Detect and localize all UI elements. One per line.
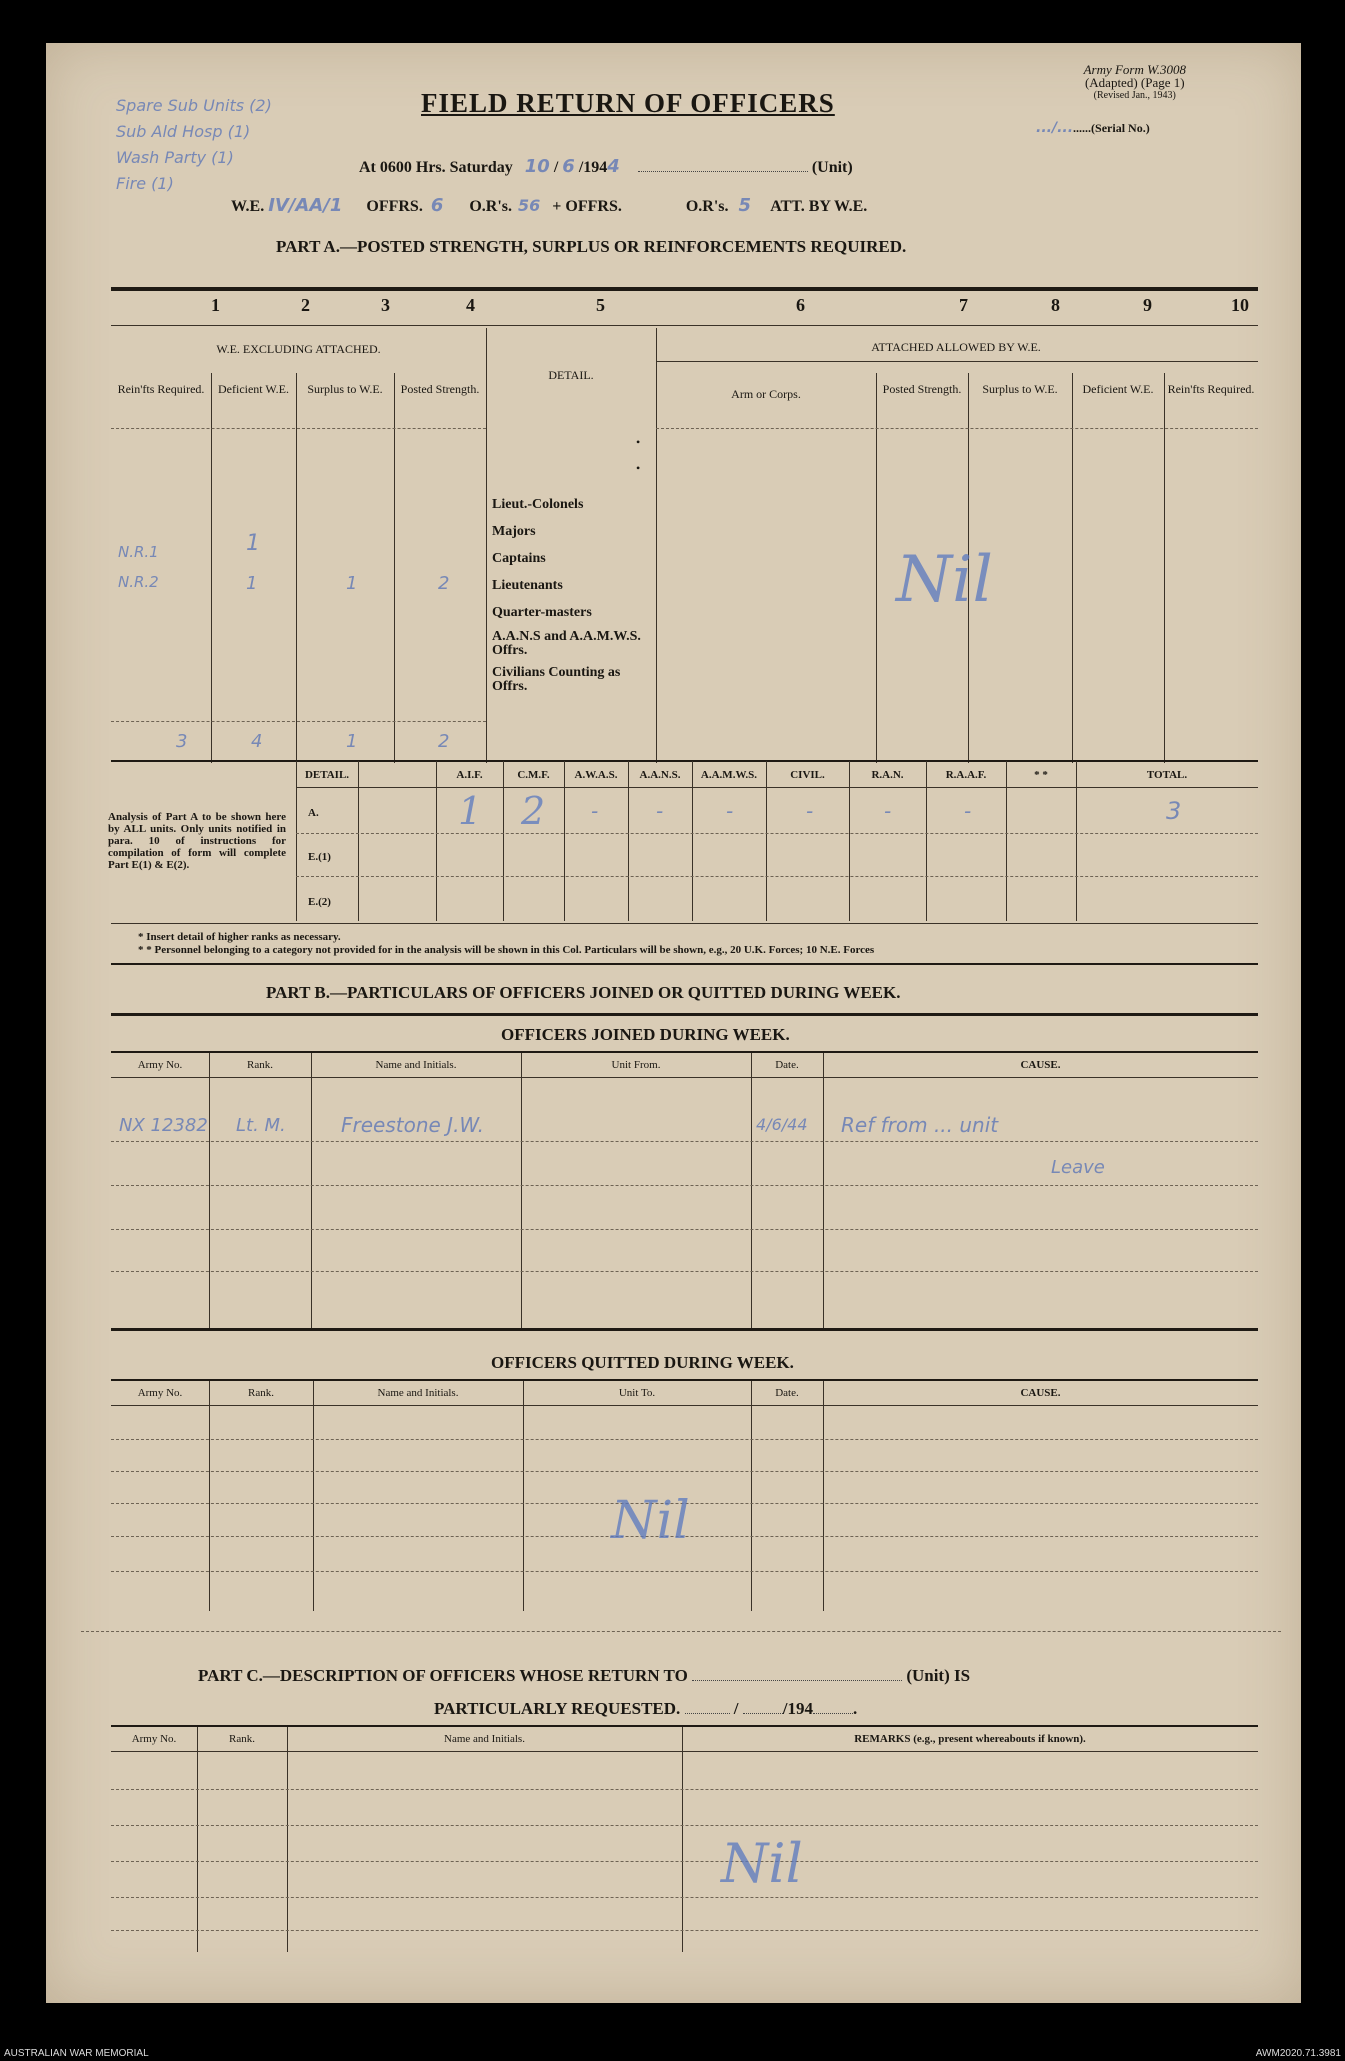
part-b-title: PART B.—PARTICULARS OF OFFICERS JOINED OR QUITTED DURING WEEK.: [266, 983, 901, 1002]
army-form-id: [1084, 63, 1186, 102]
part-a-title: PART A.—POSTED STRENGTH, SURPLUS OR REINFORCEMENTS REQUIRED.: [276, 237, 907, 256]
rank-list: Lieut.-Colonels Majors Captains Lieutenants Quarter-masters A.A.N.S and A.A.M.W.S. Offrs. Civilians Counting as Offrs.: [492, 497, 641, 694]
footer-left: AUSTRALIAN WAR MEMORIAL: [4, 2048, 149, 2059]
we-excluding-header: W.E. EXCLUDING ATTACHED.: [216, 342, 381, 356]
form-title: FIELD RETURN OF OFFICERS: [421, 88, 835, 118]
footer-right: AWM2020.71.3981: [1255, 2048, 1341, 2059]
footnote-2: * * Personnel belonging to a category not provided for in the analysis will be shown in this Col. Particulars will be shown, e.g., 20 U.K. Forces; 10 N.E. Forces: [138, 944, 875, 956]
army-form-line2: (Adapted) (Page 1): [1084, 75, 1185, 90]
col-surplus: Surplus to W.E.: [307, 382, 383, 396]
col-surplus-att: Surplus to W.E.: [982, 382, 1058, 396]
army-form-line3: (Revised Jan., 1943): [1093, 90, 1176, 101]
joined-title: OFFICERS JOINED DURING WEEK.: [501, 1025, 790, 1044]
army-form-line1: Army Form W.3008: [1083, 62, 1186, 77]
col-reinfts-att: Rein'fts Required.: [1167, 382, 1255, 396]
we-line: W.E. IV/AA/1 OFFRS. 6 O.R's. 56 + OFFRS. O.R's. 5 ATT. BY W.E.: [231, 195, 868, 216]
part-c-table: Army No. Rank. Name and Initials. REMARKS (e.g., present whereabouts if known). Nil: [111, 1727, 1258, 1957]
quitted-title: OFFICERS QUITTED DURING WEEK.: [491, 1353, 794, 1372]
hw-nil-part-c: Nil: [721, 1832, 803, 1895]
hw-nr2: N.R.2: [118, 573, 159, 591]
hw-nil-attached: Nil: [896, 543, 993, 617]
form-page: Army Form W.3008 (Adapted) (Page 1) (Revised Jan., 1943) FIELD RETURN OF OFFICERS Spare Sub Units (2) Sub Ald Hosp (1) Wash Party (1) Fire (1) .../.........(Serial No.) At 0600 Hrs. Saturday 10 / 6 /1944 (Unit) W.E. IV/AA/1 OFFRS. 6 O.R's. 56 + OFFRS. O.R's. 5 ATT. BY W.E. PART A.—POSTED STRENGTH, SURPLUS OR REINFORCEMENTS REQUIRED. 1 2 3 4 5 6 7 8 9 10 W.E. EXCLUDING ATTACHED. ATTACHED ALLOWED BY W.E. DETAIL. Rein'fts Required. Deficient W.E. Surplus to W.E. Posted Strength. Arm or Corps. Posted Strength. Surplus to W.E. Deficient W.E. Rein'fts Required. • • Lieut.-Colonels Majors Captains Lieutenants Quarter-masters A.A.N.S and A.A.M.W.S. Offrs. Civilians Counting as Offrs. N.R.1 1 N.R.2 1 1 2 Nil 3 4 1 2 Analysis of Part A to be shown here by ALL units. Only units notified in para. 10 of instructions for compilation of form will complete Part E(1) & E(2). DETAIL. A.I.F. C.M.F. A.W.A.S. A.A.N.S. A.A.M.W.S. CIVIL. R.A.N. R.A.A.F. * * TOTAL. A. E.(1) E.(2) 1 2 - - - - - - 3 * Insert detail of higher ranks as necessary. * * Personnel belonging to a category not provided for in the analysis will be shown in this Col. Particulars will be shown, e.g., 20 U.K. Forces; 10 N.E. Forces PART B.—PARTICULARS OF OFFICERS JOINED OR QUITTED DURING WEEK. OFFICERS JOINED DURING WEEK. Army No. Rank. Name and Initials. Unit From. Date. CAUSE. NX 12382 Lt. M. Freestone J.W. 4/6/44 Ref from ... unit Leave OFFICERS QUITTED DURING WEEK. Army No. Rank. Name and Initials. Unit To. Date. CAUSE. Nil PART C.—DESCRIPTION OF OFFICERS WHOSE RETURN TO (Unit) IS PARTICULARLY REQUESTED. / /194 . Army No. Rank. Name and Initials. REMARKS (e.g., present whereabouts if known). Nil: [46, 43, 1301, 2003]
joined-table: Army No. Rank. Name and Initials. Unit From. Date. CAUSE. NX 12382 Lt. M. Freestone J.W. 4/6/44 Ref from ... unit Leave: [111, 1053, 1258, 1343]
col-arm-corps: Arm or Corps.: [731, 387, 801, 401]
part-c-title-line2: PARTICULARLY REQUESTED. / /194 .: [434, 1699, 858, 1718]
footnote-1: * Insert detail of higher ranks as necessary.: [138, 931, 341, 943]
col-reinfts: Rein'fts Required.: [117, 382, 205, 396]
detail-header: DETAIL.: [548, 368, 594, 382]
margin-notes: Spare Sub Units (2) Sub Ald Hosp (1) Wash Party (1) Fire (1): [116, 96, 272, 193]
col-deficient-att: Deficient W.E.: [1082, 382, 1154, 396]
part-c-title-line1: PART C.—DESCRIPTION OF OFFICERS WHOSE RETURN TO (Unit) IS: [198, 1666, 971, 1685]
column-numbers: 1 2 3 4 5 6 7 8 9 10: [211, 295, 1249, 315]
analysis-table: DETAIL. A.I.F. C.M.F. A.W.A.S. A.A.N.S. A.A.M.W.S. CIVIL. R.A.N. R.A.A.F. * * TOTAL. A. E.(1) E.(2) 1 2 - - - - - - 3: [296, 761, 1258, 921]
hw-nil-quitted: Nil: [611, 1491, 690, 1551]
col-posted: Posted Strength.: [400, 382, 480, 396]
col-deficient: Deficient W.E.: [218, 382, 289, 396]
attached-header: ATTACHED ALLOWED BY W.E.: [871, 340, 1041, 354]
col-posted-att: Posted Strength.: [882, 382, 962, 396]
hw-nr1: N.R.1: [118, 543, 159, 561]
at-line: At 0600 Hrs. Saturday 10 / 6 /1944 (Unit): [359, 156, 853, 177]
serial-no: .../.........(Serial No.): [1036, 120, 1150, 136]
analysis-note: Analysis of Part A to be shown here by ALL units. Only units notified in para. 10 of instructions for compilation of form will complete Part E(1) & E(2).: [108, 811, 286, 871]
quitted-table: Army No. Rank. Name and Initials. Unit To. Date. CAUSE. Nil: [111, 1381, 1258, 1621]
